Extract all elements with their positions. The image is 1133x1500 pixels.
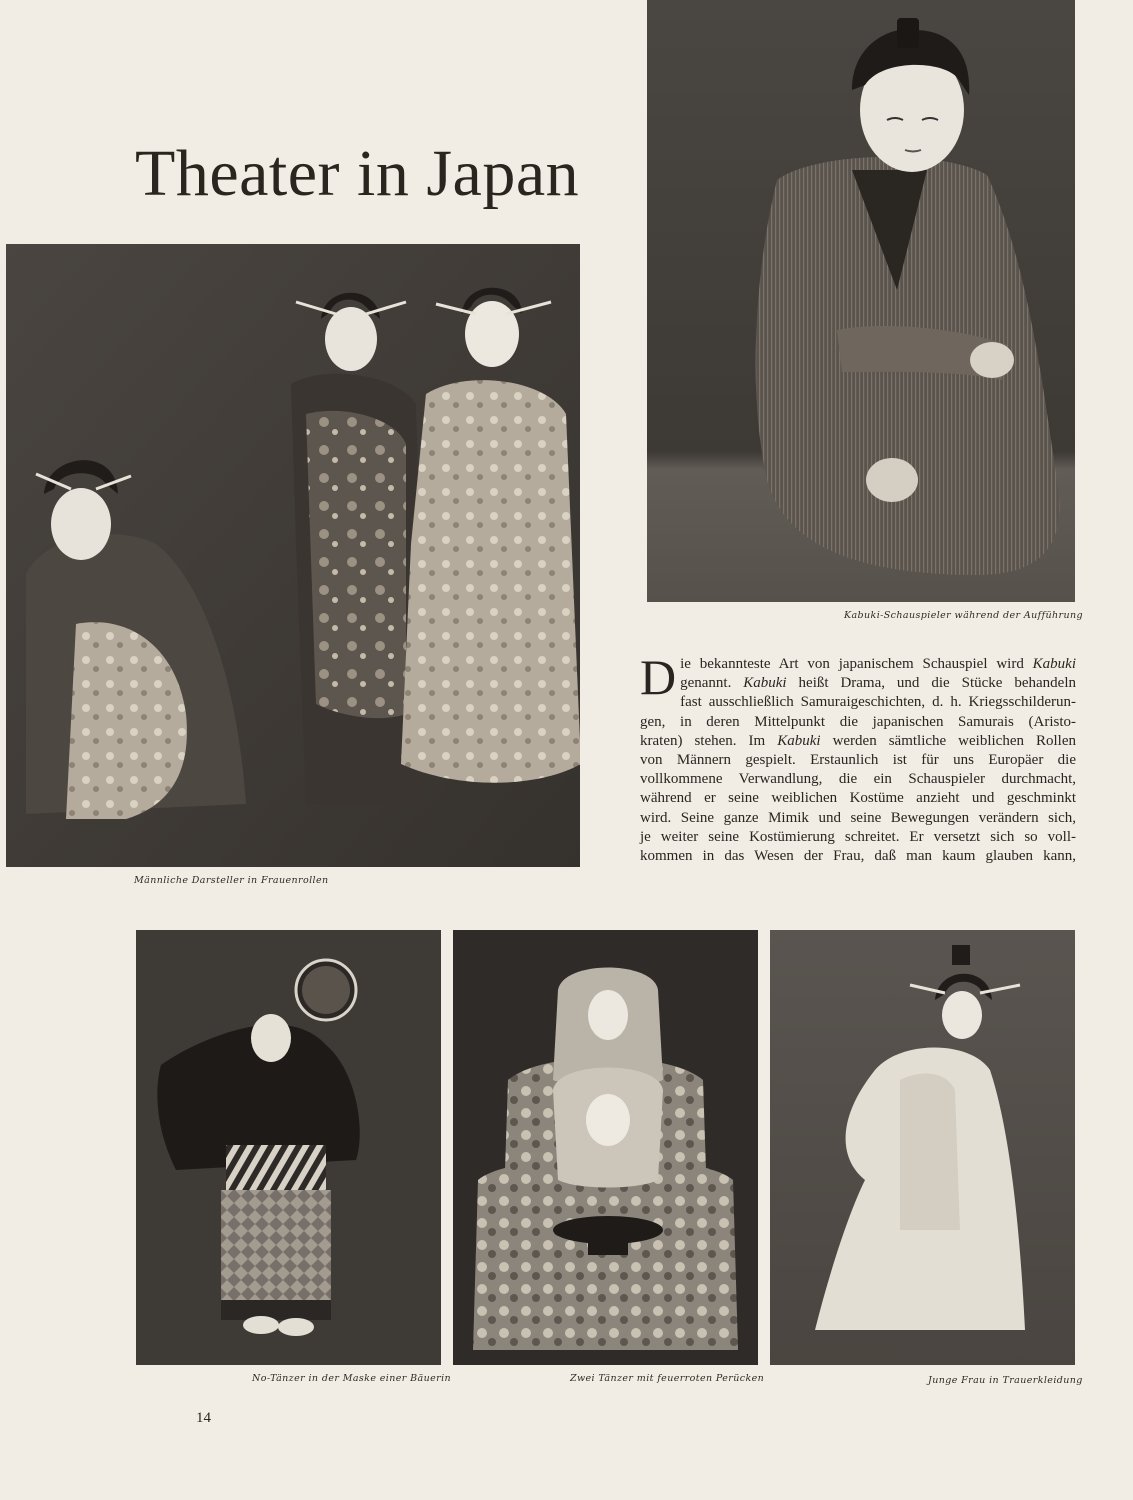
caption-no-dancer: No-Tänzer in der Maske einer Bäuerin: [252, 1373, 452, 1384]
page-title: Theater in Japan: [135, 137, 580, 211]
page-number: 14: [196, 1410, 211, 1426]
caption-young-woman: Junge Frau in Trauerkleidung: [928, 1375, 1083, 1386]
article-line-8: während er seine weiblichen Kostüme anzieht und geschminkt: [640, 790, 1076, 807]
photo-male-performers: [6, 244, 580, 867]
drop-cap: D: [640, 649, 677, 705]
article-line-6: von Männern gespielt. Erstaunlich ist für uns Europäer die: [640, 752, 1076, 769]
photo-kabuki-actor: [647, 0, 1075, 602]
article-line-10: je weiter seine Kostümierung schreitet. Er versetzt sich so voll-: [640, 828, 1076, 845]
article-line-3: fast ausschließlich Samuraigeschichten, d. h. Kriegsschilderun-: [680, 694, 1076, 711]
photo-no-dancer: [136, 930, 441, 1365]
article-text: [640, 649, 1076, 866]
article-line-2: genannt. Kabuki heißt Drama, und die Stücke behandeln: [680, 675, 1076, 692]
caption-two-dancers: Zwei Tänzer mit feuerroten Perücken: [570, 1373, 765, 1384]
article-line-9: wird. Seine ganze Mimik und seine Bewegungen verändern sich,: [640, 809, 1076, 826]
article-line-7: vollkommene Verwandlung, die ein Schauspieler durchmacht,: [640, 771, 1076, 788]
photo-young-woman: [770, 930, 1075, 1365]
photo-two-dancers: [453, 930, 758, 1365]
caption-male-performers: Männliche Darsteller in Frauenrollen: [134, 875, 329, 886]
article-line-1: ie bekannteste Art von japanischem Schauspiel wird Kabuki: [680, 656, 1076, 672]
article-line-11: kommen in das Wesen der Frau, daß man kaum glauben kann,: [640, 848, 1076, 865]
article-line-5: kraten) stehen. Im Kabuki werden sämtliche weiblichen Rollen: [640, 732, 1076, 749]
article-line-4: gen, in deren Mittelpunkt die japanischen Samurais (Aristo-: [640, 713, 1076, 730]
caption-kabuki-actor: Kabuki-Schauspieler während der Aufführung: [844, 610, 1084, 621]
